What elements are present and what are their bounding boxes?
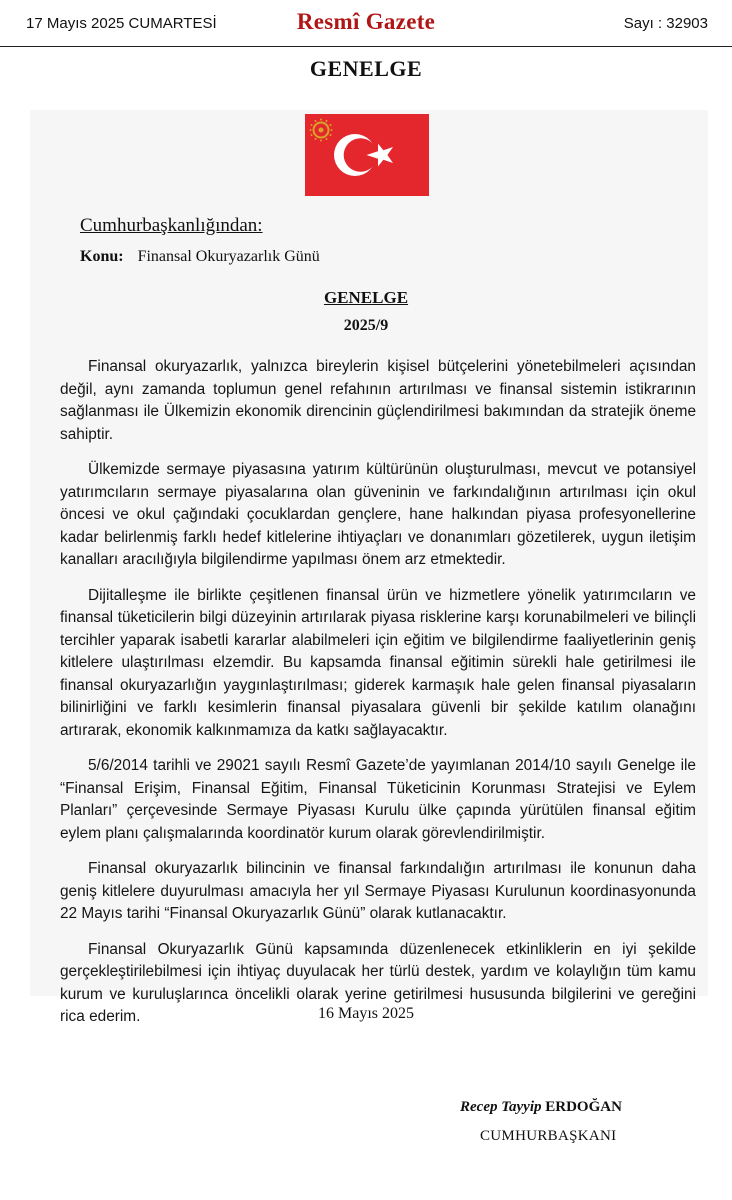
signer-name — [460, 1099, 622, 1116]
issue-number: Sayı : 32903 — [623, 15, 708, 32]
issuing-authority: Cumhurbaşkanlığından: — [80, 215, 263, 236]
subject-line — [80, 248, 320, 266]
signer-last-name: ERDOĞAN — [545, 1099, 622, 1115]
signer-first-name: Recep Tayyip — [460, 1099, 542, 1115]
gazette-header — [0, 0, 732, 47]
header-date: 17 Mayıs 2025 CUMARTESİ — [26, 15, 217, 32]
body-paragraph: Finansal Okuryazarlık Günü kapsamında düzenlenecek etkinliklerin en iyi şekilde gerçekleştirilebilmesi için ihtiyaç duyulacak her türlü destek, yardım ve kolaylığın tüm kamu kurum ve kuruluşlarınca öncelikli olarak yerine getirilmesi hususunda bilgilerini ve gereğini rica ederim. — [60, 940, 696, 1025]
gazette-brand: Resmî Gazete — [296, 9, 436, 34]
section-title: GENELGE — [309, 56, 423, 81]
subject-label: Konu: — [80, 248, 124, 265]
circular-title: GENELGE — [323, 288, 409, 307]
body-paragraph: Dijitalleşme ile birlikte çeşitlenen finansal ürün ve hizmetlere yönelik yatırımcıların ve finansal tüketicilerin bilgi düzeyinin artırılarak piyasa risklerine karşı korunabilmeleri ve bilinçli tercihler yaparak isabetli kararlar alabilmeleri için eğitim ve bilgilendirme faaliyetlerinin geniş kitlelere ulaştırılması elzemdir. Bu kapsamda finansal eğitimin sürekli hale getirilmesi ile finansal okuryazarlığın yaygınlaştırılması; giderek karmaşık hale gelen finansal piyasaların bilinirliğini ve farklı kesimlerin finansal piyasalara güvenli bir şekilde katılım olanağını artırarak, ekonomik kalkınmamıza da katkı sağlayacaktır. — [60, 586, 696, 739]
circular-number: 2025/9 — [343, 317, 389, 334]
body-paragraph: 5/6/2014 tarihli ve 29021 sayılı Resmî Gazete’de yayımlanan 2014/10 sayılı Genelge ile “Finansal Erişim, Finansal Eğitim, Finansal Tüketicinin Korunması Stratejisi ve Eylem Planları” çerçevesinde Sermaye Piyasası Kurulu ülke çapında yürütülen finansal eğitim eylem planı çalışmalarında koordinatör kurum olarak görevlendirilmiştir. — [60, 757, 696, 842]
circular-body — [60, 356, 696, 1042]
signature-date: 16 Mayıs 2025 — [318, 1005, 414, 1022]
body-paragraph: Finansal okuryazarlık, yalnızca bireylerin kişisel bütçelerini yönetebilmeleri açısından değil, aynı zamanda toplumun genel refahının artırılması ve finansal sistemin istikrarının sağlanması ile Ülkemizin ekonomik direncinin güçlendirilmesi bakımından da stratejik öneme sahiptir. — [60, 358, 696, 443]
body-paragraph: Finansal okuryazarlık bilincinin ve finansal farkındalığın artırılması ile konunun daha geniş kitlelere duyurulması amacıyla her yıl Sermaye Piyasası Kurulunun koordinasyonunda 22 Mayıs tarihi “Finansal Okuryazarlık Günü” olarak kutlanacaktır. — [60, 860, 696, 922]
body-paragraph: Ülkemizde sermaye piyasasına yatırım kültürünün oluşturulması, mevcut ve potansiyel yatırımcıların sermaye piyasalarına olan güveninin ve farkındalığının artırılması için okul öncesi ve okul çağındaki çocuklardan gençlere, hane halkından piyasa profesyonellerine kadar belirlenmiş farklı hedef kitlelerine ihtiyaçları ve donanımları gözetilerek, uygun iletişim kanalları aracılığıyla bilgilendirme yapılması önem arz etmektedir. — [60, 461, 696, 568]
signer-title: CUMHURBAŞKANI — [480, 1128, 617, 1144]
subject-value: Finansal Okuryazarlık Günü — [137, 248, 320, 265]
turkish-flag-icon — [305, 114, 429, 196]
